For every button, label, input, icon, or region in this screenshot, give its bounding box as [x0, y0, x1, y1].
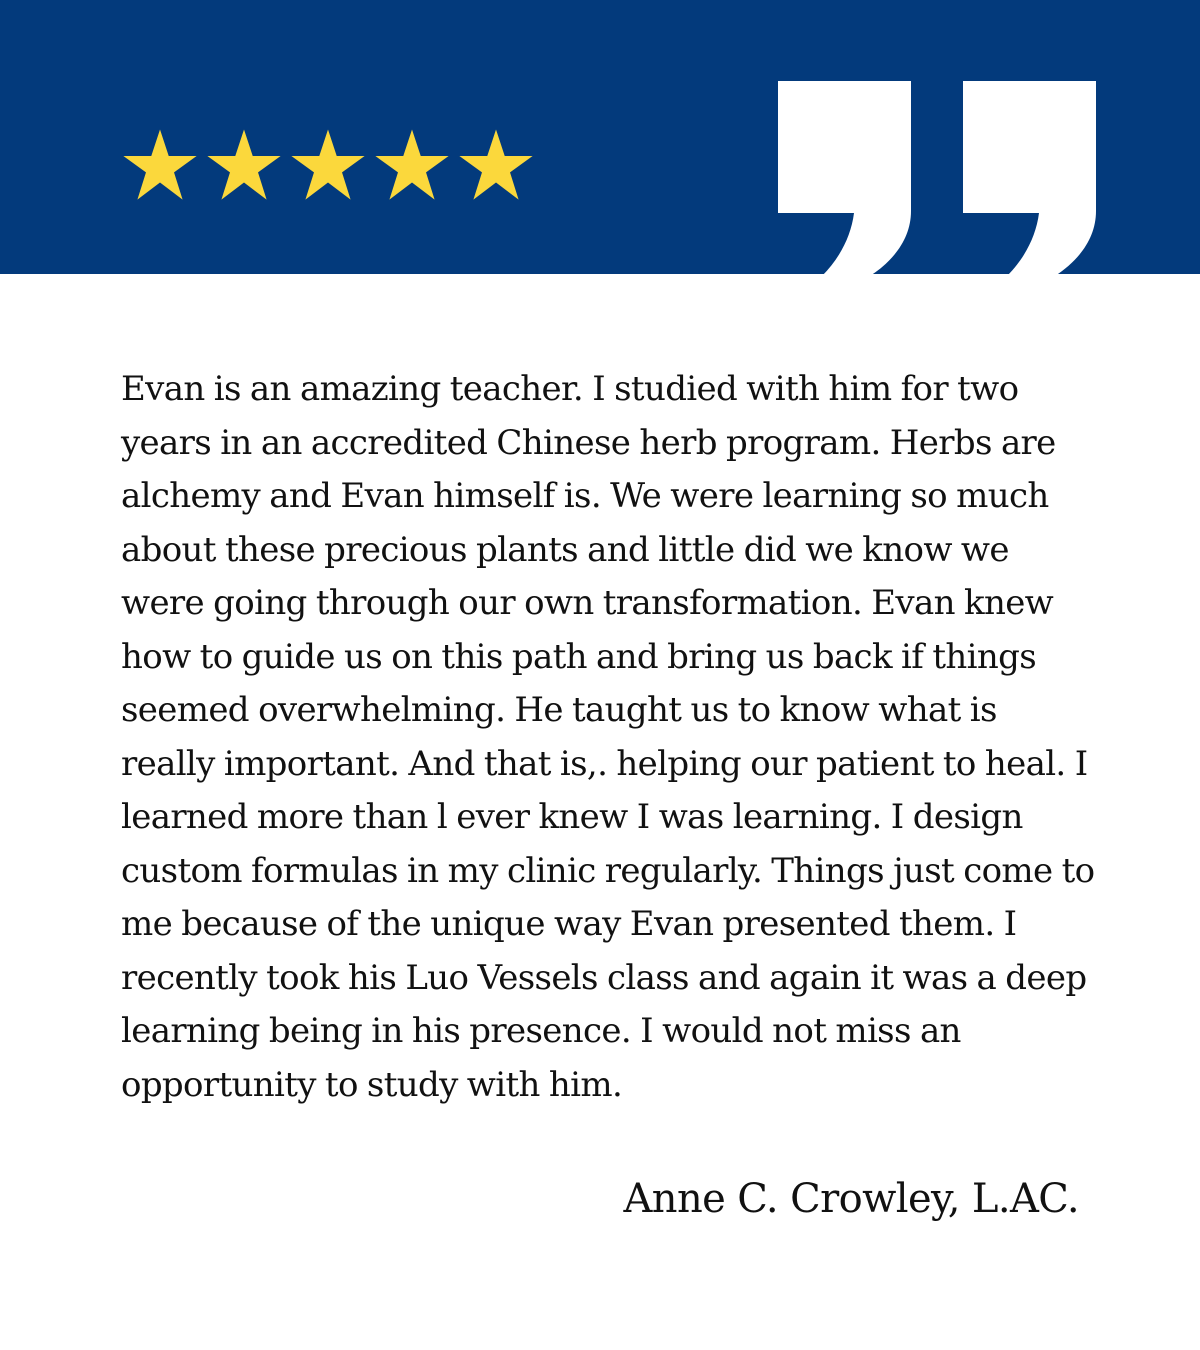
author-name: Anne C. Crowley, L.AC. [623, 1176, 1079, 1222]
closing-quote-icon [778, 81, 1096, 276]
star-icon [372, 128, 452, 202]
star-icon [456, 128, 536, 202]
star-icon [204, 128, 284, 202]
star-icon [288, 128, 368, 202]
testimonial-text: Evan is an amazing teacher. I studied with him for two years in an accredited Chinese herb program. Herbs are alchemy and Evan himself is. We were learning so much about these precious plants and little did we know we were going through our own transformation. Evan knew how to guide us on this path and bring us back if things seemed overwhelming. He taught us to know what is really important. And that is,. helping our patient to heal. I learned more than l ever knew I was learning. I design custom formulas in my clinic regularly. Things just come to me because of the unique way Evan presented them. I recently took his Luo Vessels class and again it was a deep learning being in his presence. I would not miss an opportunity to study with him. [121, 369, 1095, 1105]
star-rating [120, 128, 536, 202]
star-icon [120, 128, 200, 202]
